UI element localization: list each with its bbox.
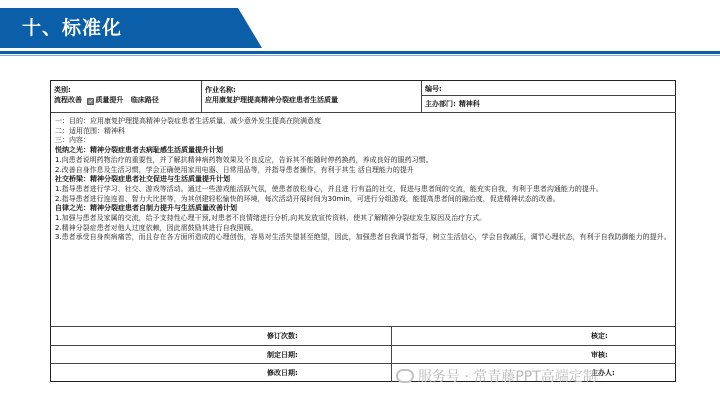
content-line: 三：内容： [55, 136, 90, 145]
content-line: 一：目的：应用康复护理提高精神分裂症患者生活质量，减少意外发生提高在院满意度 [55, 117, 321, 125]
content-line: 1.指导患者进行学习、社交、游戏等活动。通过一些游戏能活跃气氛，使患者放松身心，并且进 行有益的社交，促进与患者间的交流，能充实自我，有利于患者沟通能力的提升。 [55, 184, 603, 193]
watermark [396, 366, 597, 386]
header-rule [0, 51, 720, 54]
divider [51, 363, 676, 364]
divider [51, 326, 676, 327]
standardization-form [50, 80, 676, 382]
header-rule-thin [0, 55, 720, 56]
department-field [425, 100, 480, 109]
banner-notch [238, 8, 262, 48]
category-option-process[interactable]: 流程改善 [54, 96, 82, 104]
category-options [54, 96, 159, 105]
content-line: 2.改善自身作息及生活习惯，学会正确使用家用电器、日常用品等，并指导患者操作，有利于其生 活自理能力的提升 [55, 165, 414, 174]
made-date-label: 制定日期: [267, 351, 298, 359]
content-line: 3.患者承受自身疾病痛苦，而且存在各方面所造成的心理创伤，容易对生活失望甚至绝望，因此，加强患者自我调节指导，树立生活信心，学会自我减压，调节心理状态，有利于自我防御能力的提升。 [55, 233, 671, 242]
content-line: 1.向患者说明药物治疗的重要性，并了解抗精神病药物效果及不良反应，告诉其不能随时停药换药，养成良好的服药习惯。 [55, 155, 433, 164]
approve-label: 核定: [591, 332, 608, 340]
category-option-pathway[interactable]: 临床路径 [130, 96, 159, 104]
category-option-quality[interactable]: ✓ 质量提升 [88, 96, 124, 105]
department-label: 主办部门: [425, 100, 456, 108]
revision-label: 修订次数: [267, 332, 298, 340]
title-banner [0, 8, 262, 48]
divider [421, 95, 676, 96]
host-label: 主办人: [591, 369, 615, 377]
review-label: 审核: [591, 351, 608, 359]
page-title: 十、标准化 [22, 17, 123, 39]
content-line: 二：适用范围：精神科 [55, 126, 125, 135]
category-label: 类别: [54, 86, 71, 94]
divider [421, 81, 422, 112]
watermark-text: 服务号 · 常青藤PPT高端定制 [418, 369, 597, 385]
department-value: 精神科 [458, 100, 480, 108]
checkbox-checked-icon: ✓ [88, 98, 94, 105]
form-content [55, 117, 671, 243]
section-heading: 社交桥梁：精神分裂症患者社交促进与生活质量提升计划 [55, 175, 230, 184]
divider [51, 112, 676, 113]
modify-date-label: 修改日期: [267, 369, 298, 377]
divider [391, 326, 392, 382]
content-line: 1.加强与患者及家属的交流，给予支持性心理干预,对患者不良情绪进行分析,向其发放宣传资料，使其了解精神分裂症发生原因及治疗方式。 [55, 214, 487, 223]
wechat-icon [396, 369, 414, 383]
section-heading: 悦纳之光：精神分裂症患者去病耻感生活质量提升计划 [55, 146, 223, 155]
job-name-label: 作业名称: [205, 86, 236, 94]
number-label: 编号: [425, 85, 442, 93]
content-line: 2.精神分裂症患者对他人过度依赖，因此需鼓励其进行自我照顾。 [55, 223, 258, 232]
content-line: 2.指导患者进行连连看、智力大比拼等，为其创建轻松愉快的环境，每次活动开展时间为30min，可进行分组游戏，能提高患者间的融治度，促进精神状态的改善。 [55, 194, 560, 203]
job-name-value: 应用康复护理提高精神分裂症患者生活质量 [205, 96, 338, 104]
section-heading: 自律之光：精神分裂症患者自制力提升与生活质量改善计划 [55, 204, 237, 213]
divider [201, 81, 202, 112]
divider [51, 345, 676, 346]
